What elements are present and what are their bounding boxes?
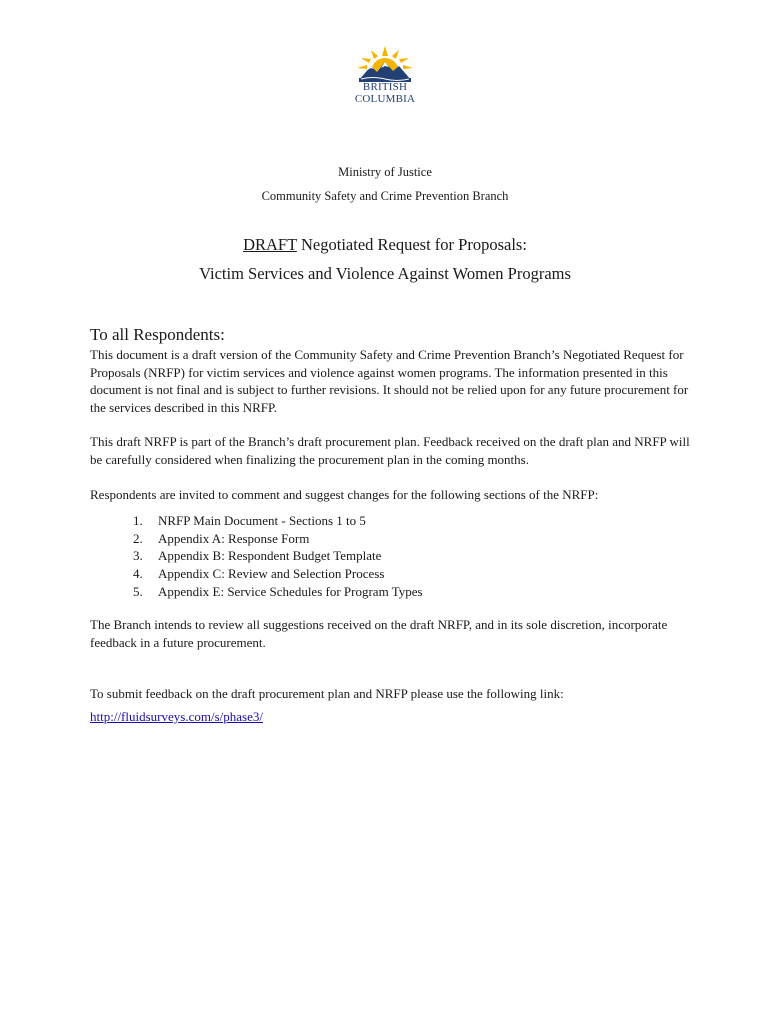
ministry-name: Ministry of Justice bbox=[338, 165, 432, 179]
sections-list bbox=[133, 512, 423, 601]
list-item: 3. Appendix B: Respondent Budget Template bbox=[133, 548, 382, 564]
list-item: 2. Appendix A: Response Form bbox=[133, 530, 310, 546]
logo-text-line2: COLUMBIA bbox=[354, 93, 416, 105]
branch-name: Community Safety and Crime Prevention Branch bbox=[261, 189, 509, 203]
draft-label: DRAFT bbox=[243, 235, 297, 254]
feedback-survey-link[interactable]: http://fluidsurveys.com/s/phase3/ bbox=[90, 709, 263, 724]
title-line1-rest: Negotiated Request for Proposals: bbox=[296, 235, 527, 254]
paragraph-5: To submit feedback on the draft procurement plan and NRFP please use the following link: bbox=[90, 686, 564, 701]
document-title-line2: Victim Services and Violence Against Women Programs bbox=[199, 264, 571, 283]
list-item: 5. Appendix E: Service Schedules for Program Types bbox=[133, 583, 423, 599]
paragraph-1: This document is a draft version of the Community Safety and Crime Prevention Branch’s Negotiated Request for Proposals (NRFP) for victim services and violence against women programs. The information presented in this document is not final and is subject to further revisions. It should not be relied upon for any future procurement for the services described in this NRFP. bbox=[90, 347, 689, 416]
logo-text-line1: BRITISH bbox=[362, 81, 408, 93]
list-item: 4. Appendix C: Review and Selection Process bbox=[133, 566, 385, 582]
bc-logo bbox=[349, 42, 421, 108]
section-heading: To all Respondents: bbox=[90, 325, 225, 344]
list-item: 1. NRFP Main Document - Sections 1 to 5 bbox=[133, 513, 366, 528]
paragraph-3: Respondents are invited to comment and suggest changes for the following sections of the NRFP: bbox=[90, 487, 599, 502]
bc-sun-mountain-icon bbox=[349, 42, 421, 82]
paragraph-2: This draft NRFP is part of the Branch’s draft procurement plan. Feedback received on the draft plan and NRFP will be carefully considered when finalizing the procurement plan in the coming months. bbox=[90, 434, 690, 467]
paragraph-4: The Branch intends to review all suggestions received on the draft NRFP, and in its sole discretion, incorporate feedback in a future procurement. bbox=[90, 617, 668, 650]
document-title-line1 bbox=[0, 235, 770, 255]
